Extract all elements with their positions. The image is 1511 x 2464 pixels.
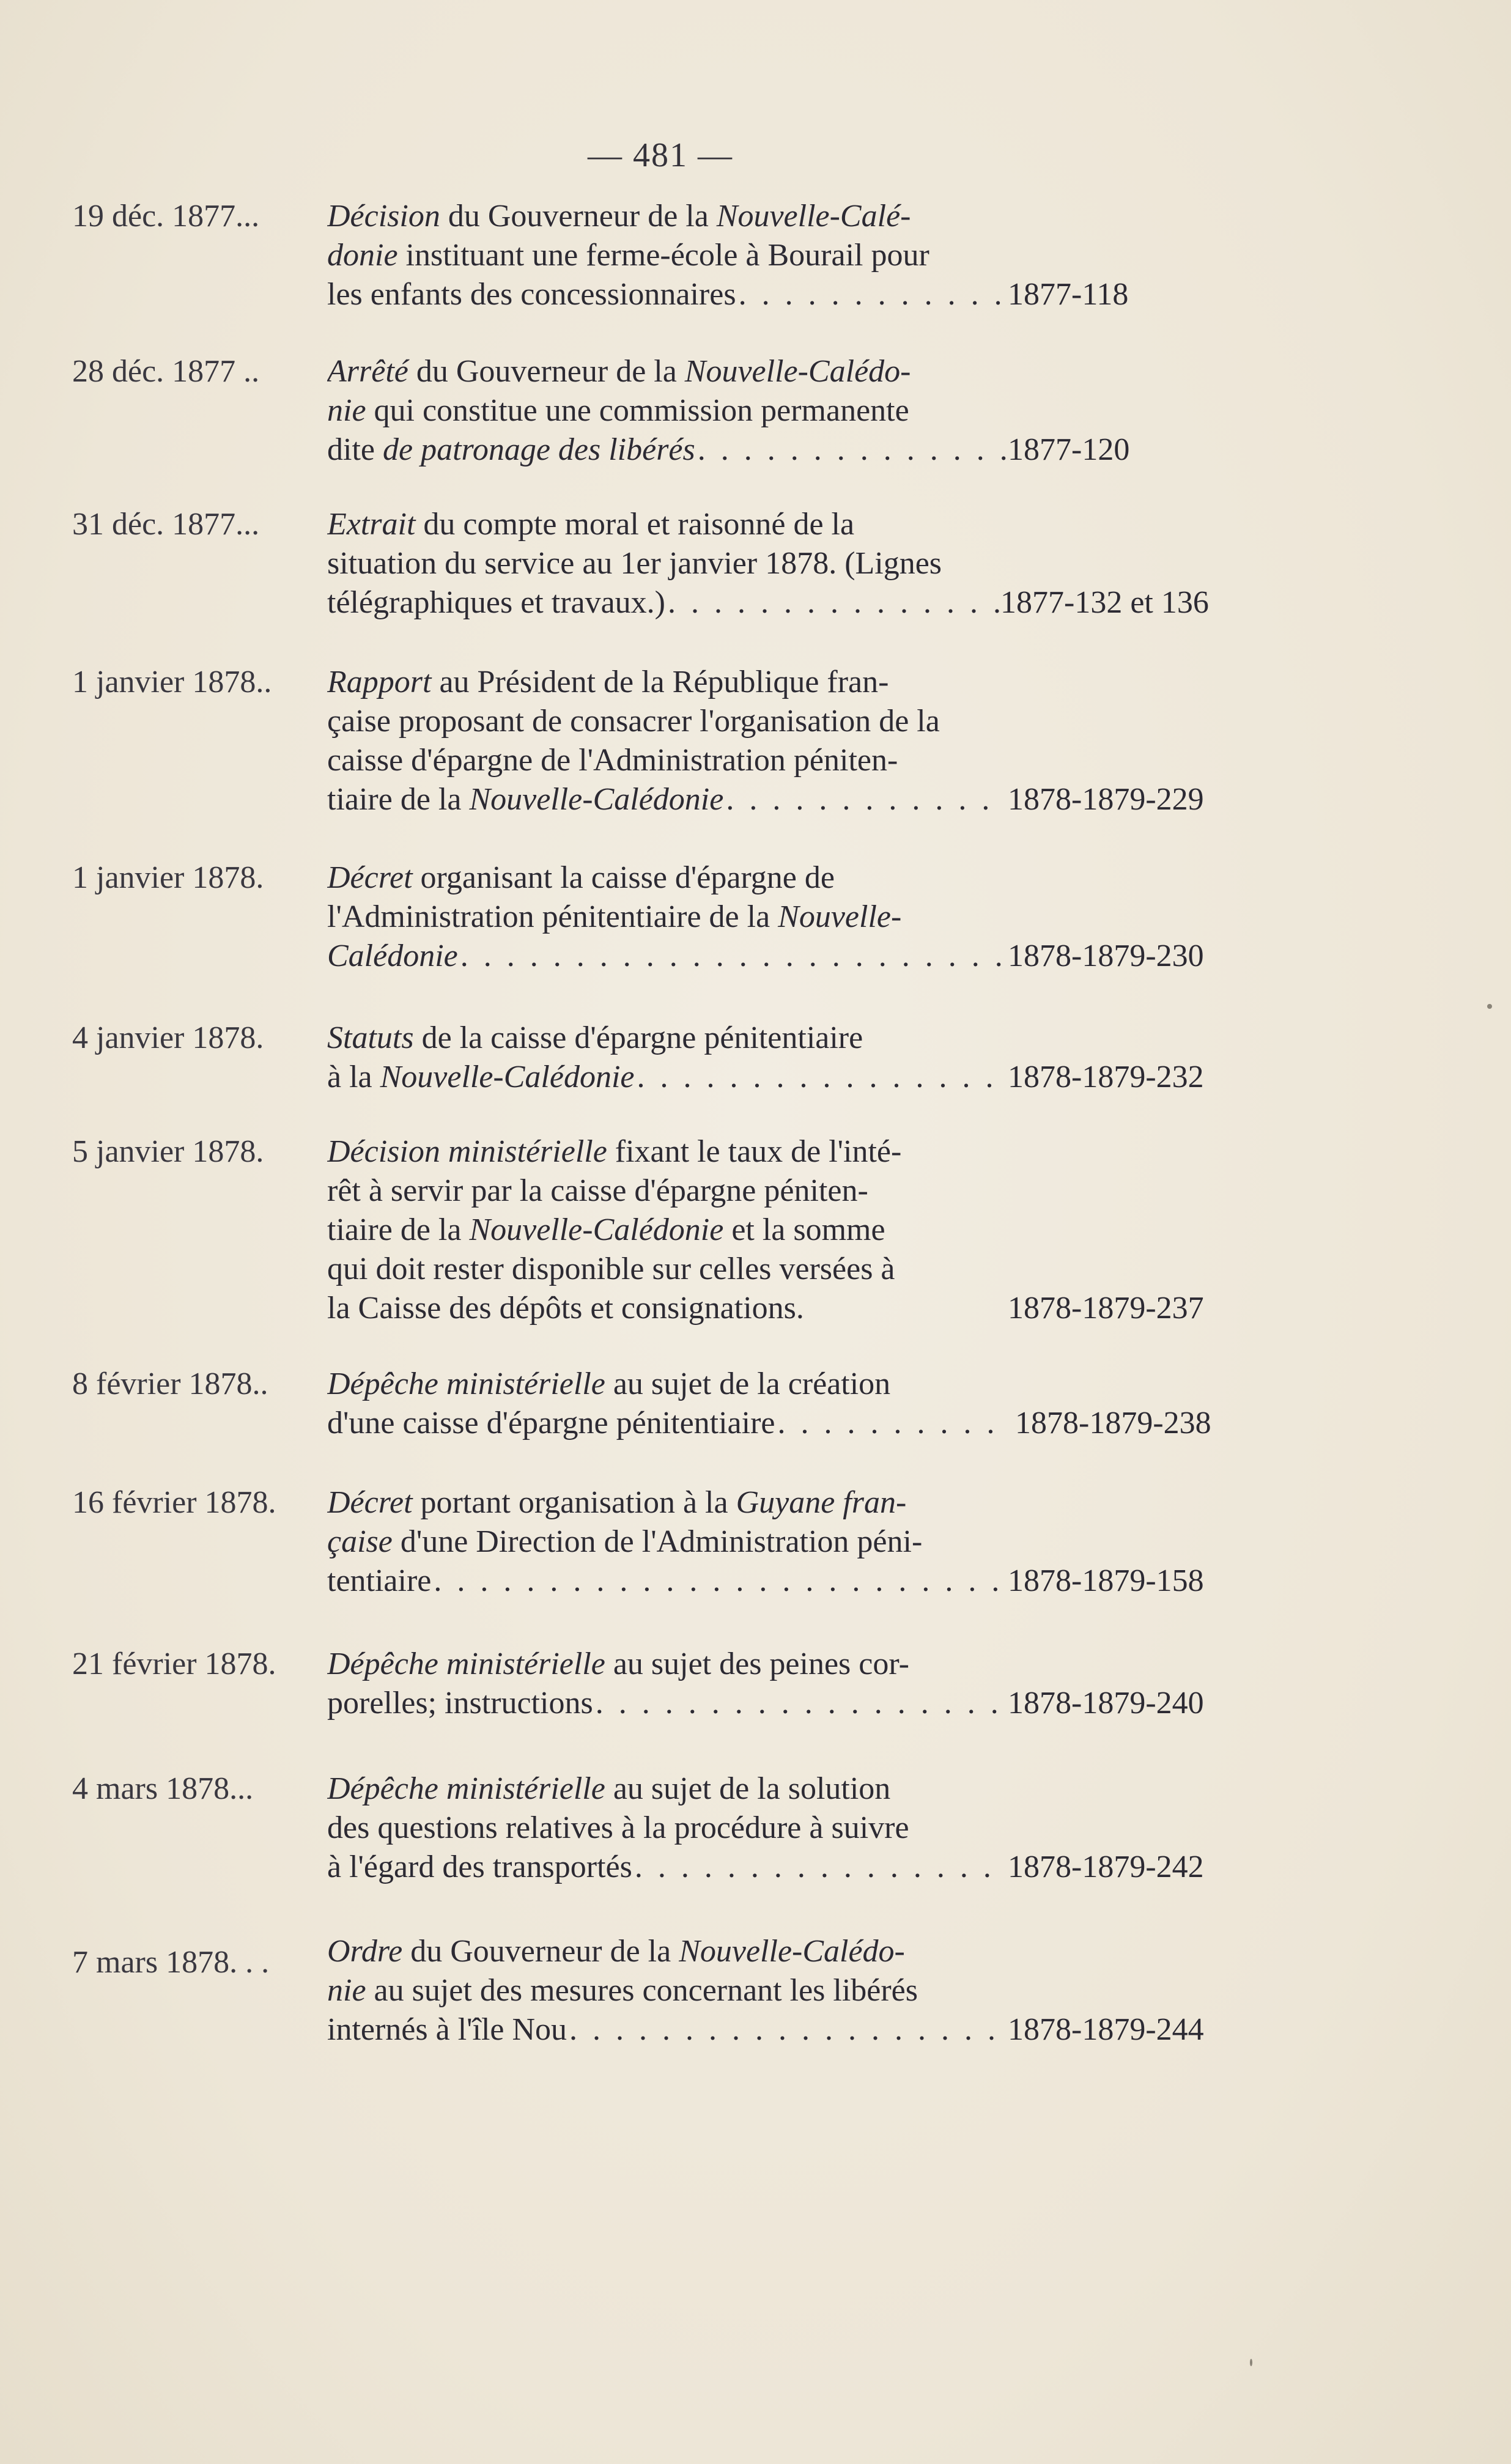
desc-text: au sujet des mesures concernant les libérés [366, 1973, 918, 2008]
desc-text: caisse d'épargne de l'Administration péniten- [327, 743, 898, 778]
leader-dots [698, 430, 1006, 470]
entry-reference: 1877-120 [1008, 432, 1130, 467]
leader-dots [777, 1404, 1000, 1443]
desc-text: qui constitue une commission permanente [366, 393, 909, 428]
entry-description [327, 1365, 1006, 1443]
desc-italic: Nouvelle-Calédonie [469, 1212, 724, 1247]
leader-dots [739, 275, 1006, 314]
desc-text: tiaire de la [327, 1212, 470, 1247]
desc-italic: donie [327, 238, 398, 273]
leader-dots [668, 583, 1000, 622]
entry-description [327, 858, 1006, 976]
desc-italic: nie [327, 1973, 366, 2008]
entry-date: 21 février 1878. [72, 1647, 276, 1681]
entry-description [327, 1645, 1006, 1723]
desc-italic: Extrait [327, 507, 416, 542]
entry-description [327, 1132, 1006, 1328]
desc-italic: çaise [327, 1524, 393, 1559]
entry-date: 4 janvier 1878. [72, 1020, 264, 1055]
desc-italic: Nouvelle-Calédonie [380, 1060, 635, 1094]
desc-text: d'une caisse d'épargne pénitentiaire [327, 1406, 775, 1440]
desc-text: au Président de la République fran- [431, 665, 889, 699]
entry-description [327, 1019, 1006, 1097]
desc-italic: Nouvelle-Calé- [716, 199, 911, 234]
entry-description [327, 505, 1006, 622]
desc-text: la Caisse des dépôts et consignations. [327, 1291, 804, 1326]
desc-text: du Gouverneur de la [402, 1934, 679, 1969]
entry-reference: 1877-118 [1008, 277, 1129, 312]
desc-text: des questions relatives à la procédure à suivre [327, 1810, 909, 1845]
leader-dots [726, 780, 1006, 819]
entry-date: 31 déc. 1877... [72, 507, 260, 542]
desc-text: de la caisse d'épargne pénitentiaire [413, 1020, 863, 1055]
entry-date: 1 janvier 1878. [72, 860, 264, 895]
entry-reference: 1878-1879-229 [1008, 782, 1204, 817]
entry-description [327, 1769, 1006, 1887]
entry-date: 1 janvier 1878.. [72, 665, 272, 699]
paper-speck [1250, 2359, 1252, 2366]
desc-text: au sujet des peines cor- [605, 1647, 909, 1681]
desc-text: d'une Direction de l'Administration péni- [392, 1524, 923, 1559]
entry-date: 8 février 1878.. [72, 1367, 268, 1401]
desc-italic: Décret [327, 860, 413, 895]
desc-italic: Statuts [327, 1020, 414, 1055]
leader-dots [635, 1848, 1000, 1887]
leader-dots [460, 937, 1006, 976]
desc-text: les enfants des concessionnaires [327, 277, 736, 312]
desc-italic: Dépêche ministérielle [327, 1771, 605, 1806]
desc-text: tentiaire [327, 1563, 432, 1598]
desc-italic: Guyane fran- [736, 1485, 907, 1520]
desc-italic: Dépêche ministérielle [327, 1647, 605, 1681]
desc-text: internés à l'île Nou [327, 2012, 567, 2047]
entry-reference: 1878-1879-238 [1015, 1406, 1211, 1440]
entry-description [327, 663, 1006, 819]
desc-italic: Nouvelle-Calédo- [684, 354, 911, 389]
desc-italic: de patronage des libérés [382, 432, 695, 467]
desc-text: du Gouverneur de la [440, 199, 717, 234]
desc-text: au sujet de la solution [605, 1771, 891, 1806]
desc-text: organisant la caisse d'épargne de [412, 860, 835, 895]
desc-text: télégraphiques et travaux.) [327, 585, 665, 620]
entry-date: 28 déc. 1877 .. [72, 354, 260, 389]
entry-reference: 1878-1879-158 [1008, 1563, 1204, 1598]
paper-speck [1487, 1004, 1492, 1009]
desc-text: çaise proposant de consacrer l'organisation de la [327, 704, 940, 739]
desc-text: situation du service au 1er janvier 1878. (Lignes [327, 546, 942, 581]
entry-date: 7 mars 1878. . . [72, 1945, 270, 1980]
desc-text: tiaire de la [327, 782, 470, 817]
entry-description [327, 197, 1006, 314]
desc-text: et la somme [723, 1212, 885, 1247]
desc-italic: Décision ministérielle [327, 1134, 607, 1169]
desc-text: dite [327, 432, 383, 467]
desc-italic: Nouvelle-Calédo- [679, 1934, 905, 1969]
desc-text: fixant le taux de l'inté- [607, 1134, 902, 1169]
entry-date: 19 déc. 1877... [72, 199, 260, 234]
desc-italic: Arrêté [327, 354, 408, 389]
desc-text: l'Administration pénitentiaire de la [327, 899, 778, 934]
desc-italic: Décision [327, 199, 440, 234]
desc-italic: Décret [327, 1485, 413, 1520]
desc-italic: Dépêche ministérielle [327, 1367, 605, 1401]
page-number: — 481 — [588, 136, 733, 174]
desc-text: à la [327, 1060, 380, 1094]
desc-text: instituant une ferme-école à Bourail pour [397, 238, 929, 273]
desc-text: à l'égard des transportés [327, 1850, 632, 1884]
entry-reference: 1878-1879-240 [1008, 1686, 1204, 1721]
entry-reference: 1877-132 et 136 [1000, 585, 1209, 620]
entry-reference: 1878-1879-244 [1008, 2012, 1204, 2047]
desc-italic: Calédonie [327, 939, 458, 973]
desc-text: qui doit rester disponible sur celles versées à [327, 1252, 895, 1286]
desc-italic: nie [327, 393, 366, 428]
entry-reference: 1878-1879-237 [1008, 1291, 1204, 1326]
entry-reference: 1878-1879-242 [1008, 1850, 1204, 1884]
desc-text: du compte moral et raisonné de la [415, 507, 855, 542]
desc-italic: Nouvelle-Calédonie [469, 782, 724, 817]
desc-text: porelles; instructions [327, 1686, 593, 1721]
entry-date: 5 janvier 1878. [72, 1134, 264, 1169]
desc-italic: Nouvelle- [778, 899, 902, 934]
entry-description [327, 1932, 1006, 2049]
leader-dots [569, 2010, 1000, 2049]
leader-dots [637, 1058, 1006, 1097]
entry-reference: 1878-1879-230 [1008, 939, 1204, 973]
entry-description [327, 1483, 1006, 1601]
leader-dots [596, 1684, 1000, 1723]
entry-date: 16 février 1878. [72, 1485, 276, 1520]
desc-text: du Gouverneur de la [408, 354, 685, 389]
desc-text: portant organisation à la [412, 1485, 736, 1520]
desc-text: rêt à servir par la caisse d'épargne péniten- [327, 1173, 868, 1208]
entry-date: 4 mars 1878... [72, 1771, 254, 1806]
desc-italic: Ordre [327, 1934, 403, 1969]
leader-dots [434, 1562, 1000, 1601]
entry-description [327, 352, 1006, 470]
desc-italic: Rapport [327, 665, 432, 699]
desc-text: au sujet de la création [605, 1367, 891, 1401]
entry-reference: 1878-1879-232 [1008, 1060, 1204, 1094]
